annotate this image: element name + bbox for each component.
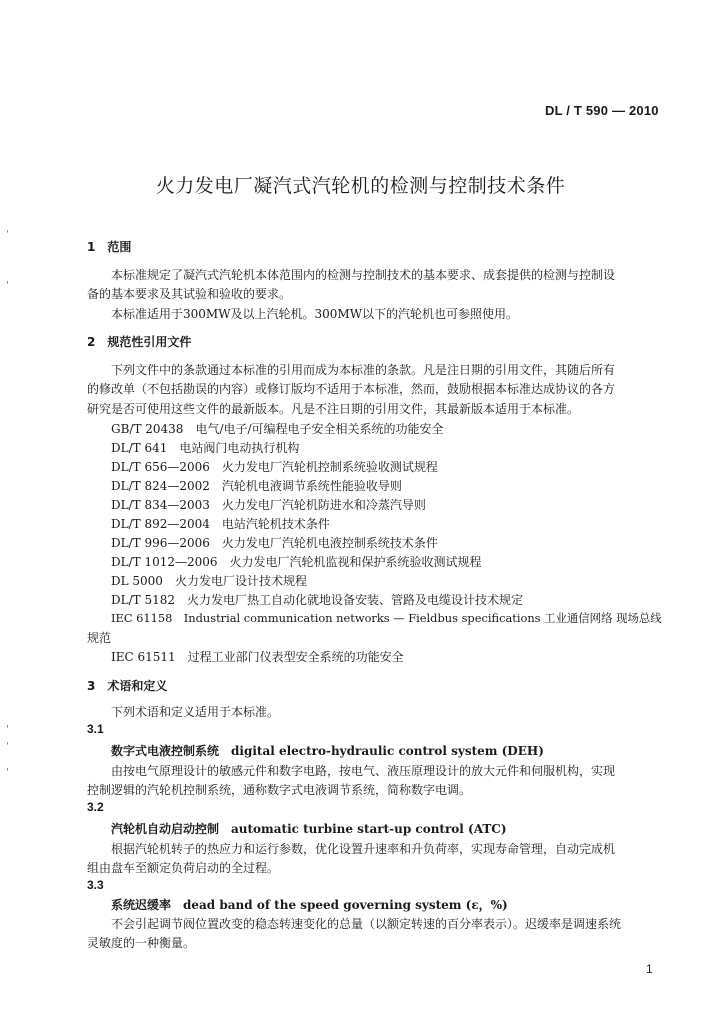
scan-mark: ˌ: [6, 274, 9, 285]
section-heading: 2 规范性引用文件: [87, 335, 192, 349]
paragraph-line: 由按电气原理设计的敏感元件和数字电路，按电气、液压原理设计的放大元件和伺服机构，实现: [111, 764, 616, 778]
reference-item: DL/T 892—2004 电站汽轮机技术条件: [111, 517, 330, 531]
reference-item: IEC 61158 Industrial communication networks — Fieldbus specifications 工业通信网络 现场总线: [111, 611, 662, 625]
reference-item: IEC 61511 过程工业部门仪表型安全系统的功能安全: [111, 650, 404, 664]
paragraph-line: 本标准适用于300MW及以上汽轮机。300MW以下的汽轮机也可参照使用。: [111, 307, 519, 321]
reference-item: DL/T 656—2006 火力发电厂汽轮机控制系统验收测试规程: [111, 460, 438, 474]
reference-item: DL/T 996—2006 火力发电厂汽轮机电液控制系统技术条件: [111, 536, 438, 550]
paragraph-line: 下列术语和定义适用于本标准。: [111, 705, 280, 719]
document-title: 火力发电厂凝汽式汽轮机的检测与控制技术条件: [155, 175, 566, 197]
paragraph-line: 控制逻辑的汽轮机控制系统，通称数字式电液调节系统，简称数字电调。: [87, 783, 472, 797]
term-number: 3.2: [87, 800, 104, 814]
paragraph-line: 下列文件中的条款通过本标准的引用而成为本标准的条款。凡是注日期的引用文件，其随后所有: [111, 363, 616, 377]
paragraph-line: 根据汽轮机转子的热应力和运行参数，优化设置升速率和升负荷率，实现寿命管理，自动完成机: [111, 842, 616, 856]
scan-mark: ˈ: [6, 230, 9, 241]
paragraph-line: 灵敏度的一种衡量。: [87, 936, 196, 950]
paragraph-line: 研究是否可使用这些文件的最新版本。凡是不注日期的引用文件，其最新版本适用于本标准。: [87, 402, 580, 416]
paragraph-line: 备的基本要求及其试验和验收的要求。: [87, 287, 292, 301]
term-number: 3.3: [87, 878, 104, 892]
standard-number: DL / T 590 — 2010: [545, 103, 659, 118]
reference-continuation: 规范: [87, 631, 112, 645]
term-heading: 系统迟缓率 dead band of the speed governing system (ε，%): [111, 898, 508, 912]
page-number: 1: [646, 962, 653, 976]
reference-item: DL 5000 火力发电厂设计技术规程: [111, 574, 307, 588]
reference-item: DL/T 824—2002 汽轮机电液调节系统性能验收导则: [111, 479, 402, 493]
section-heading: 1 范围: [87, 240, 132, 254]
scan-mark: ˈ: [6, 725, 9, 736]
paragraph-line: 组由盘车至额定负荷启动的全过程。: [87, 861, 280, 875]
reference-item: DL/T 834—2003 火力发电厂汽轮机防进水和冷蒸汽导则: [111, 498, 426, 512]
paragraph-line: 本标准规定了凝汽式汽轮机本体范围内的检测与控制技术的基本要求、成套提供的检测与控制设: [111, 268, 616, 282]
reference-item: DL/T 1012—2006 火力发电厂汽轮机监视和保护系统验收测试规程: [111, 555, 482, 569]
paragraph-line: 不会引起调节阀位置改变的稳态转速变化的总量（以额定转速的百分率表示）。迟缓率是调速系统: [111, 917, 622, 931]
reference-item: DL/T 5182 火力发电厂热工自动化就地设备安装、管路及电缆设计技术规定: [111, 593, 523, 607]
term-heading: 数字式电液控制系统 digital electro-hydraulic control system (DEH): [111, 744, 544, 758]
reference-item: GB/T 20438 电气/电子/可编程电子安全相关系统的功能安全: [111, 422, 444, 436]
scan-mark: ˈ: [6, 768, 9, 779]
term-heading: 汽轮机自动启动控制 automatic turbine start-up control (ATC): [111, 822, 507, 836]
section-heading: 3 术语和定义: [87, 679, 168, 693]
term-number: 3.1: [87, 722, 104, 736]
reference-item: DL/T 641 电站阀门电动执行机构: [111, 441, 300, 455]
scan-mark: ˈ: [6, 742, 9, 753]
paragraph-line: 的修改单（不包括勘误的内容）或修订版均不适用于本标准，然而，鼓励根据本标准达成协议的各方: [87, 382, 616, 396]
